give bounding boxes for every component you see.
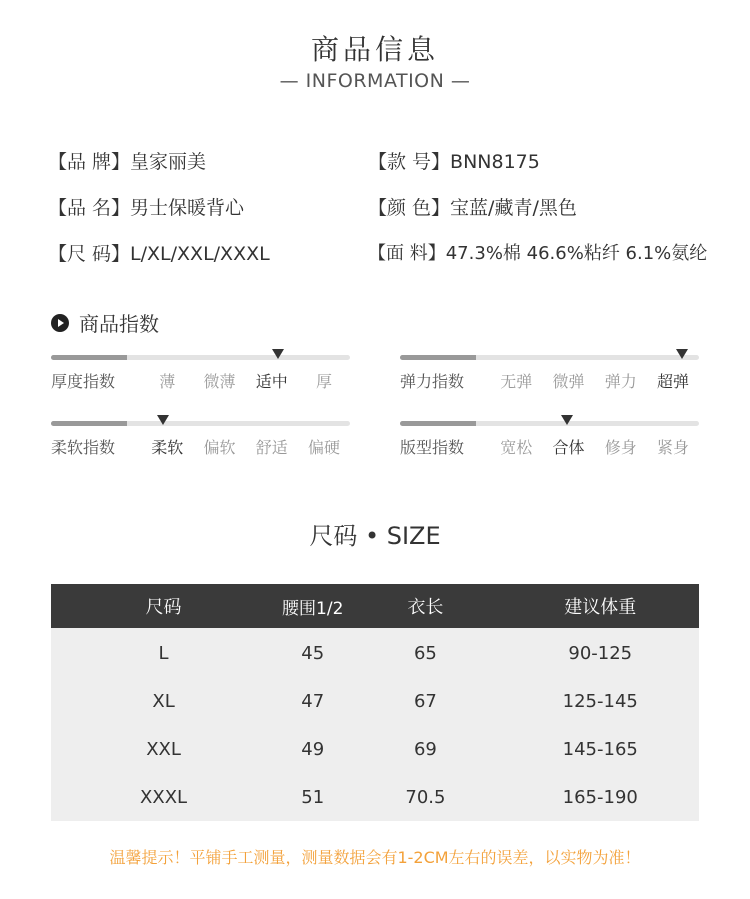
info-label: 【品 牌】 bbox=[48, 151, 131, 173]
size-table bbox=[51, 584, 699, 821]
measurement-note: 温馨提示！平铺手工测量，测量数据会有1-2CM左右的误差，以实物为准！ bbox=[109, 848, 641, 867]
index-option: 超弹 bbox=[656, 372, 689, 391]
table-cell: 45 bbox=[276, 628, 349, 677]
index-scale bbox=[51, 352, 350, 402]
info-sizes bbox=[48, 239, 270, 266]
indices-heading-label: 商品指数 bbox=[79, 312, 159, 336]
table-cell: 67 bbox=[349, 677, 501, 725]
index-scale bbox=[400, 418, 699, 468]
size-title: 尺码 • SIZE bbox=[309, 522, 441, 550]
column-header: 建议体重 bbox=[502, 584, 699, 628]
index-track bbox=[51, 355, 350, 360]
play-icon bbox=[51, 314, 69, 332]
info-value: 皇家丽美 bbox=[130, 151, 207, 173]
page-subtitle: — INFORMATION — bbox=[279, 70, 471, 92]
index-scale bbox=[51, 418, 350, 468]
table-cell: XXXL bbox=[51, 773, 276, 821]
index-name: 厚度指数 bbox=[51, 372, 116, 391]
index-track bbox=[400, 355, 699, 360]
info-value: 47.3%棉 46.6%粘纤 6.1%氨纶 bbox=[445, 243, 708, 264]
column-header: 腰围1/2 bbox=[276, 584, 349, 628]
index-option: 无弹 bbox=[500, 372, 533, 391]
index-option: 薄 bbox=[159, 372, 176, 391]
index-track-fill bbox=[51, 421, 127, 426]
index-name: 柔软指数 bbox=[51, 438, 116, 457]
index-option: 微弹 bbox=[552, 372, 585, 391]
table-cell: XXL bbox=[51, 725, 276, 773]
table-cell: 49 bbox=[276, 725, 349, 773]
info-label: 【尺 码】 bbox=[48, 243, 131, 265]
table-cell: 125-145 bbox=[502, 677, 699, 725]
table-cell: XL bbox=[51, 677, 276, 725]
index-marker bbox=[676, 349, 688, 359]
index-option: 紧身 bbox=[656, 438, 689, 457]
index-option: 厚 bbox=[315, 372, 332, 391]
info-product-name bbox=[48, 193, 244, 220]
info-label: 【品 名】 bbox=[48, 197, 131, 219]
index-option: 柔软 bbox=[151, 438, 184, 457]
index-option: 修身 bbox=[604, 438, 637, 457]
info-fabric bbox=[368, 239, 707, 265]
info-label: 【款 号】 bbox=[368, 151, 451, 173]
table-cell: 47 bbox=[276, 677, 349, 725]
table-row bbox=[51, 628, 699, 677]
index-option: 适中 bbox=[255, 372, 288, 391]
index-name: 弹力指数 bbox=[400, 372, 465, 391]
index-name: 版型指数 bbox=[400, 438, 465, 457]
table-cell: 90-125 bbox=[502, 628, 699, 677]
column-header: 衣长 bbox=[349, 584, 501, 628]
table-row bbox=[51, 677, 699, 725]
index-option: 宽松 bbox=[500, 438, 533, 457]
index-scale bbox=[400, 352, 699, 402]
column-header: 尺码 bbox=[51, 584, 276, 628]
page-title: 商品信息 bbox=[310, 33, 439, 66]
index-option: 偏硬 bbox=[307, 438, 340, 457]
table-header-row bbox=[51, 584, 699, 628]
table-cell: 65 bbox=[349, 628, 501, 677]
info-value: 男士保暖背心 bbox=[130, 197, 245, 219]
index-option: 合体 bbox=[552, 438, 585, 457]
table-cell: 70.5 bbox=[349, 773, 501, 821]
info-label: 【面 料】 bbox=[368, 243, 446, 264]
index-track bbox=[51, 421, 350, 426]
index-marker bbox=[272, 349, 284, 359]
index-option: 偏软 bbox=[203, 438, 236, 457]
table-cell: L bbox=[51, 628, 276, 677]
info-brand bbox=[48, 147, 206, 174]
table-cell: 165-190 bbox=[502, 773, 699, 821]
table-cell: 69 bbox=[349, 725, 501, 773]
info-value: L/XL/XXL/XXXL bbox=[130, 243, 270, 265]
info-model bbox=[368, 147, 540, 174]
info-value: BNN8175 bbox=[450, 151, 540, 173]
index-track-fill bbox=[400, 421, 476, 426]
table-row bbox=[51, 773, 699, 821]
index-option: 弹力 bbox=[604, 372, 637, 391]
index-marker bbox=[157, 415, 169, 425]
info-value: 宝蓝/藏青/黑色 bbox=[450, 197, 577, 219]
index-option: 舒适 bbox=[255, 438, 288, 457]
index-marker bbox=[561, 415, 573, 425]
info-label: 【颜 色】 bbox=[368, 197, 451, 219]
table-cell: 145-165 bbox=[502, 725, 699, 773]
index-track-fill bbox=[400, 355, 476, 360]
info-color bbox=[368, 193, 577, 220]
index-track-fill bbox=[51, 355, 127, 360]
table-row bbox=[51, 725, 699, 773]
index-option: 微薄 bbox=[203, 372, 236, 391]
table-cell: 51 bbox=[276, 773, 349, 821]
indices-heading bbox=[51, 308, 159, 337]
index-track bbox=[400, 421, 699, 426]
